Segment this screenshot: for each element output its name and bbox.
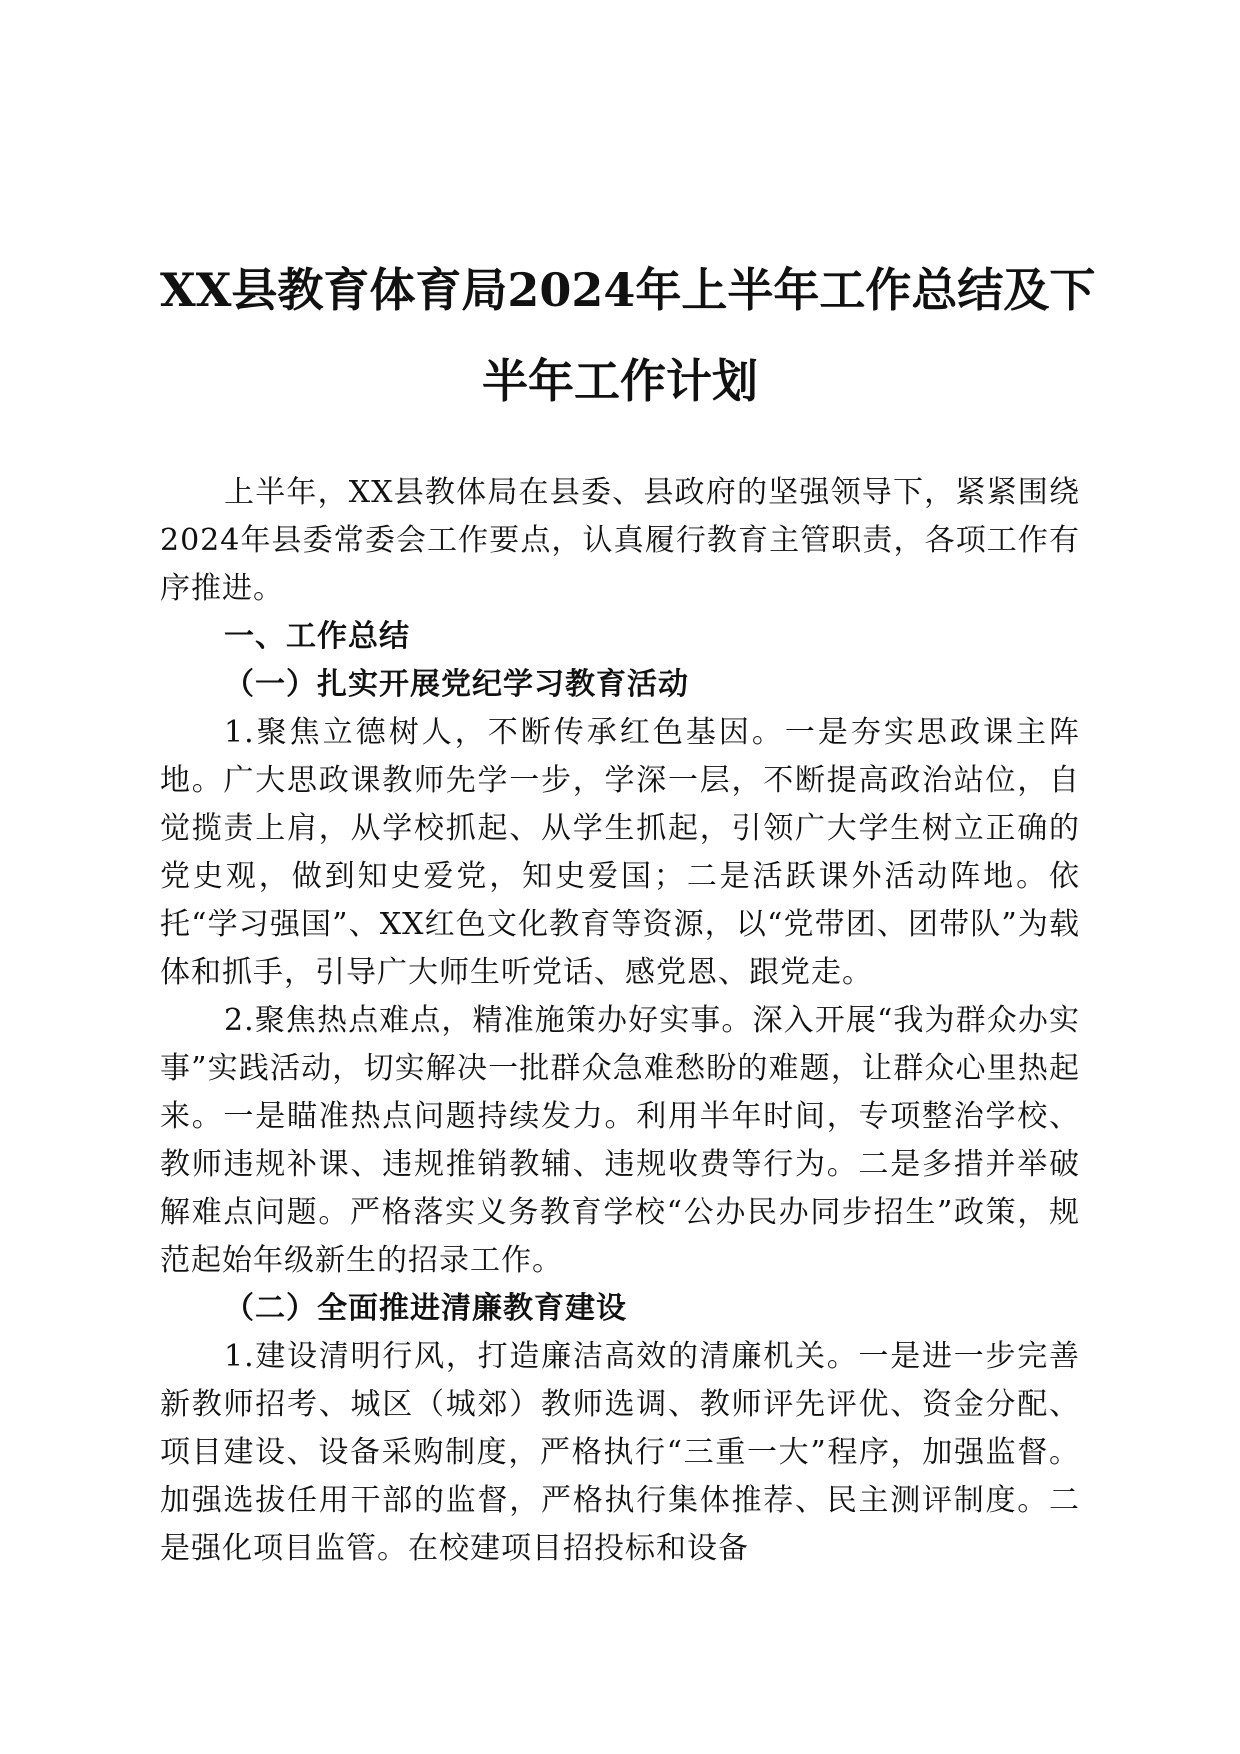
document-title-line-2: 半年工作计划 xyxy=(482,354,758,408)
subsection-1-item-1: 1.聚焦立德树人，不断传承红色基因。一是夯实思政课主阵地。广大思政课教师先学一步，学深一层，不断提高政治站位，自觉揽责上肩，从学校抓起、从学生抓起，引领广大学生树立正确的党史观，做到知史爱党，知史爱国；二是活跃课外活动阵地。依托“学习强国”、XX红色文化教育等资源，以“党带团、团带队”为载体和抓手，引导广大师生听党话、感党恩、跟党走。 xyxy=(160,715,1080,990)
document-page xyxy=(160,0,1096,1754)
subsection-2-item-1: 1.建设清明行风，打造廉洁高效的清廉机关。一是进一步完善新教师招考、城区（城郊）教师选调、教师评先评优、资金分配、项目建设、设备采购制度，严格执行“三重一大”程序，加强监督。加强选拔任用干部的监督，严格执行集体推荐、民主测评制度。二是强化项目监管。在校建项目招投标和设备 xyxy=(160,1339,1080,1566)
subsection-heading-1: （一）扎实开展党纪学习教育活动 xyxy=(224,667,689,702)
subsection-1-item-2: 2.聚焦热点难点，精准施策办好实事。深入开展“我为群众办实事”实践活动，切实解决一批群众急难愁盼的难题，让群众心里热起来。一是瞄准热点问题持续发力。利用半年时间，专项整治学校、教师违规补课、违规推销教辅、违规收费等行为。二是多措并举破解难点问题。严格落实义务教育学校“公办民办同步招生”政策，规范起始年级新生的招录工作。 xyxy=(160,1003,1080,1278)
document-body xyxy=(160,469,1080,1573)
intro-paragraph: 上半年，XX县教体局在县委、县政府的坚强领导下，紧紧围绕2024年县委常委会工作要点，认真履行教育主管职责，各项工作有序推进。 xyxy=(160,475,1080,606)
document-title-line-1: XX县教育体育局2024年上半年工作总结及下 xyxy=(160,263,1096,317)
subsection-heading-2: （二）全面推进清廉教育建设 xyxy=(224,1291,627,1326)
section-heading-work-summary: 一、工作总结 xyxy=(224,619,410,654)
